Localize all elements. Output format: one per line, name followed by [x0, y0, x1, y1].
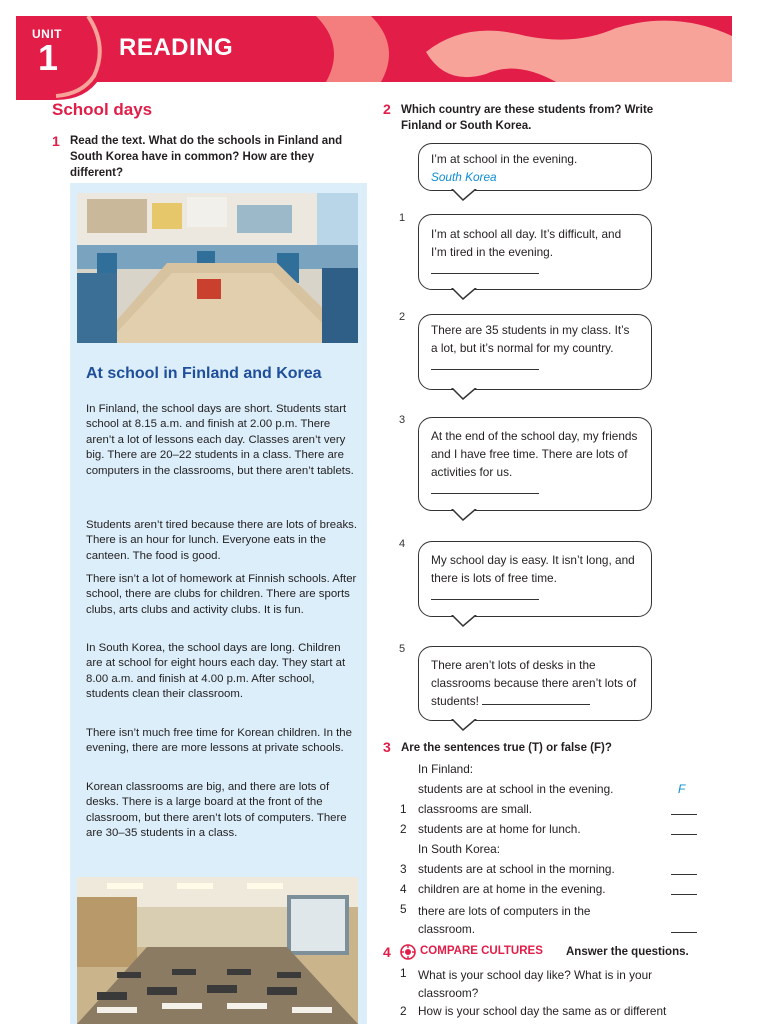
page-title: School days [52, 100, 153, 119]
question-number: 2 [400, 1004, 407, 1018]
statement-text: classrooms are small. [418, 802, 533, 816]
example-answer: F [678, 782, 686, 796]
answer-blank[interactable] [431, 588, 539, 600]
example-answer: South Korea [431, 170, 497, 184]
article-paragraph: In Finland, the school days are short. Students start school at 8.15 a.m. and finish at 2.00 p.m. There aren’t a lot of lessons each day. Classes aren’t very big. There are 20–22 students in a class. There are computers in the classrooms, but there aren’t tablets. [86, 403, 354, 477]
statement-text: students are at school in the morning. [418, 862, 615, 876]
statement-number: 3 [400, 862, 407, 876]
answer-line[interactable] [671, 814, 697, 815]
bubble-tail [449, 388, 483, 400]
bubble-tail [449, 615, 483, 627]
section-heading: READING [119, 34, 234, 61]
bubble-number: 5 [399, 643, 406, 655]
answer-line[interactable] [671, 874, 697, 875]
speech-bubble-2 [418, 314, 652, 390]
article-paragraph: Korean classrooms are big, and there are lots of desks. There is a large board at the front of the classroom, but there aren’t lots of computers. There are 30–35 students in a class. [86, 781, 347, 840]
exercise-4-instruction: Answer the questions. [566, 946, 689, 958]
answer-line[interactable] [671, 932, 697, 933]
statement-number: 2 [400, 822, 407, 836]
bubble-tail [449, 189, 483, 201]
bubble-tail [449, 288, 483, 300]
bubble-number: 2 [399, 311, 406, 323]
answer-line[interactable] [671, 834, 697, 835]
answer-line[interactable] [671, 894, 697, 895]
korea-header: In South Korea: [418, 842, 500, 856]
bubble-text: My school day is easy. It isn’t long, and there is lots of free time. [431, 553, 635, 585]
example-statement: students are at school in the evening. [418, 782, 614, 796]
bubble-tail [449, 719, 483, 731]
statement-text: children are at home in the evening. [418, 882, 606, 896]
bubble-text: There aren’t lots of desks in the classrooms because there aren’t lots of students! [431, 658, 637, 708]
speech-bubble-4 [418, 541, 652, 617]
bubble-text: At the end of the school day, my friends and I have free time. There are lots of activities for us. [431, 429, 638, 479]
speech-bubble-3 [418, 417, 652, 511]
question-text: How is your school day the same as or different [418, 1004, 667, 1018]
exercise-2-instruction: Which country are these students from? Write Finland or South Korea. [401, 104, 654, 132]
article-paragraph: Students aren’t tired because there are lots of breaks. There is an hour for lunch. Everyone eats in the canteen. The food is good. [86, 519, 358, 562]
bubble-text: I’m at school in the evening. [431, 152, 578, 166]
exercise-3-instruction: Are the sentences true (T) or false (F)? [401, 742, 612, 754]
bubble-text: I’m at school all day. It’s difficult, and I’m tired in the evening. [431, 227, 622, 259]
article-paragraph: There isn’t a lot of homework at Finnish schools. After school, there are clubs for children. There are sports clubs, arts clubs and activity clubs. It is fun. [86, 573, 357, 616]
exercise-1-number: 1 [52, 133, 60, 149]
unit-label: UNIT [32, 27, 62, 41]
statement-number: 4 [400, 882, 407, 896]
answer-blank[interactable] [431, 482, 539, 494]
speech-bubble-1 [418, 214, 652, 290]
finland-classroom-photo [77, 193, 358, 343]
speech-bubble-example [418, 143, 652, 191]
speech-bubble-5 [418, 646, 652, 721]
exercise-4-number: 4 [383, 944, 391, 960]
statement-number: 5 [400, 902, 407, 916]
bubble-number: 3 [399, 414, 406, 426]
exercise-1-instruction: Read the text. What do the schools in Finland and South Korea have in common? How are they different? [70, 135, 343, 179]
statement-text: students are at home for lunch. [418, 822, 581, 836]
compare-cultures-label: COMPARE CULTURES [420, 945, 543, 957]
answer-blank[interactable] [431, 262, 539, 274]
bubble-tail [449, 509, 483, 521]
unit-number: 1 [38, 37, 59, 78]
compare-cultures-icon [400, 944, 416, 960]
question-number: 1 [400, 966, 407, 980]
bubble-number: 1 [399, 212, 406, 224]
answer-blank[interactable] [482, 693, 590, 705]
article-paragraph: There isn’t much free time for Korean children. In the evening, there are more lessons at private schools. [86, 727, 352, 755]
answer-blank[interactable] [431, 358, 539, 370]
article-paragraph: In South Korea, the school days are long. Children are at school for eight hours each day. They start at 8.00 a.m. and finish at 4.00 p.m. After school, students clean their classroom. [86, 642, 346, 701]
unit-badge [16, 16, 108, 100]
korea-classroom-photo [77, 877, 358, 1024]
exercise-3-number: 3 [383, 739, 391, 755]
exercise-2-number: 2 [383, 101, 391, 117]
question-text: What is your school day like? What is in your classroom? [418, 968, 653, 1000]
article-title: At school in Finland and Korea [86, 365, 322, 382]
statement-text: there are lots of computers in the classroom. [418, 904, 591, 936]
statement-number: 1 [400, 802, 407, 816]
bubble-text: There are 35 students in my class. It’s a lot, but it’s normal for my country. [431, 323, 630, 355]
finland-header: In Finland: [418, 762, 474, 776]
bubble-number: 4 [399, 538, 406, 550]
